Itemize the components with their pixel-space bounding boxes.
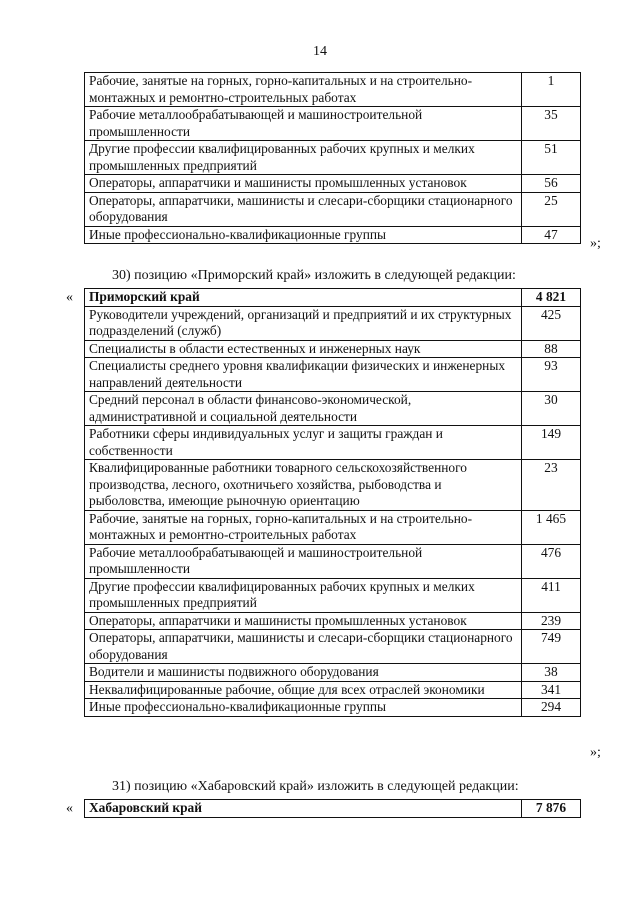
row-label: Специалисты среднего уровня квалификации физических и инженерных направлений деятельности <box>85 358 522 392</box>
page-number: 14 <box>313 44 327 59</box>
table-row <box>85 544 581 578</box>
row-value: 1 <box>522 73 581 107</box>
row-value: 88 <box>522 340 581 358</box>
table-header-row <box>85 289 581 307</box>
row-value: 35 <box>522 107 581 141</box>
row-label: Рабочие, занятые на горных, горно-капитальных и на строительно-монтажных и ремонтно-строительных работах <box>85 73 522 107</box>
closing-quote: »; <box>590 745 601 760</box>
row-label: Рабочие металлообрабатывающей и машиностроительной промышленности <box>85 107 522 141</box>
row-value: 149 <box>522 426 581 460</box>
table-row <box>85 426 581 460</box>
row-label: Операторы, аппаратчики, машинисты и слесари-сборщики стационарного оборудования <box>85 630 522 664</box>
row-label: Иные профессионально-квалификационные группы <box>85 699 522 717</box>
row-value: 30 <box>522 392 581 426</box>
table-row <box>85 141 581 175</box>
row-value: 425 <box>522 306 581 340</box>
row-value: 51 <box>522 141 581 175</box>
row-value: 23 <box>522 460 581 511</box>
table-row <box>85 664 581 682</box>
row-value: 294 <box>522 699 581 717</box>
row-value: 1 465 <box>522 510 581 544</box>
row-label: Работники сферы индивидуальных услуг и защиты граждан и собственности <box>85 426 522 460</box>
table-row <box>85 358 581 392</box>
table-row <box>85 392 581 426</box>
row-value: 56 <box>522 175 581 193</box>
table-row <box>85 699 581 717</box>
table-row <box>85 681 581 699</box>
row-label: Операторы, аппаратчики и машинисты промышленных установок <box>85 175 522 193</box>
occupation-table-continued <box>84 72 581 244</box>
row-value: 749 <box>522 630 581 664</box>
row-label: Неквалифицированные рабочие, общие для всех отраслей экономики <box>85 681 522 699</box>
table-row <box>85 578 581 612</box>
closing-quote: »; <box>590 236 601 251</box>
table-row <box>85 73 581 107</box>
row-value: 341 <box>522 681 581 699</box>
row-label: Водители и машинисты подвижного оборудования <box>85 664 522 682</box>
row-label: Другие профессии квалифицированных рабочих крупных и мелких промышленных предприятий <box>85 578 522 612</box>
row-label: Специалисты в области естественных и инженерных наук <box>85 340 522 358</box>
row-label: Иные профессионально-квалификационные группы <box>85 226 522 244</box>
row-label: Средний персонал в области финансово-экономической, административной и социальной деятельности <box>85 392 522 426</box>
table-header-row <box>85 800 581 818</box>
row-value: 476 <box>522 544 581 578</box>
table-row <box>85 306 581 340</box>
region-total: 7 876 <box>522 800 581 818</box>
row-value: 25 <box>522 192 581 226</box>
row-label: Рабочие, занятые на горных, горно-капитальных и на строительно-монтажных и ремонтно-строительных работах <box>85 510 522 544</box>
table-row <box>85 175 581 193</box>
paragraph-31: 31) позицию «Хабаровский край» изложить в следующей редакции: <box>112 779 519 794</box>
table-row <box>85 226 581 244</box>
opening-quote: « <box>66 290 73 305</box>
table-row <box>85 612 581 630</box>
row-label: Руководители учреждений, организаций и предприятий и их структурных подразделений (служб) <box>85 306 522 340</box>
row-label: Операторы, аппаратчики и машинисты промышленных установок <box>85 612 522 630</box>
row-value: 38 <box>522 664 581 682</box>
table-row <box>85 192 581 226</box>
region-total: 4 821 <box>522 289 581 307</box>
region-name: Хабаровский край <box>85 800 522 818</box>
table-row <box>85 510 581 544</box>
row-value: 411 <box>522 578 581 612</box>
khabarovsk-krai-table <box>84 799 581 818</box>
paragraph-30: 30) позицию «Приморский край» изложить в следующей редакции: <box>112 268 516 283</box>
table-row <box>85 460 581 511</box>
row-label: Квалифицированные работники товарного сельскохозяйственного производства, лесного, охотничьего хозяйства, рыбоводства и рыболовства, имеющие рыночную ориентацию <box>85 460 522 511</box>
row-value: 239 <box>522 612 581 630</box>
table-row <box>85 630 581 664</box>
opening-quote: « <box>66 801 73 816</box>
row-value: 47 <box>522 226 581 244</box>
primorsky-krai-table <box>84 288 581 717</box>
row-label: Операторы, аппаратчики, машинисты и слесари-сборщики стационарного оборудования <box>85 192 522 226</box>
table-row <box>85 340 581 358</box>
table-row <box>85 107 581 141</box>
row-label: Другие профессии квалифицированных рабочих крупных и мелких промышленных предприятий <box>85 141 522 175</box>
region-name: Приморский край <box>85 289 522 307</box>
row-value: 93 <box>522 358 581 392</box>
row-label: Рабочие металлообрабатывающей и машиностроительной промышленности <box>85 544 522 578</box>
